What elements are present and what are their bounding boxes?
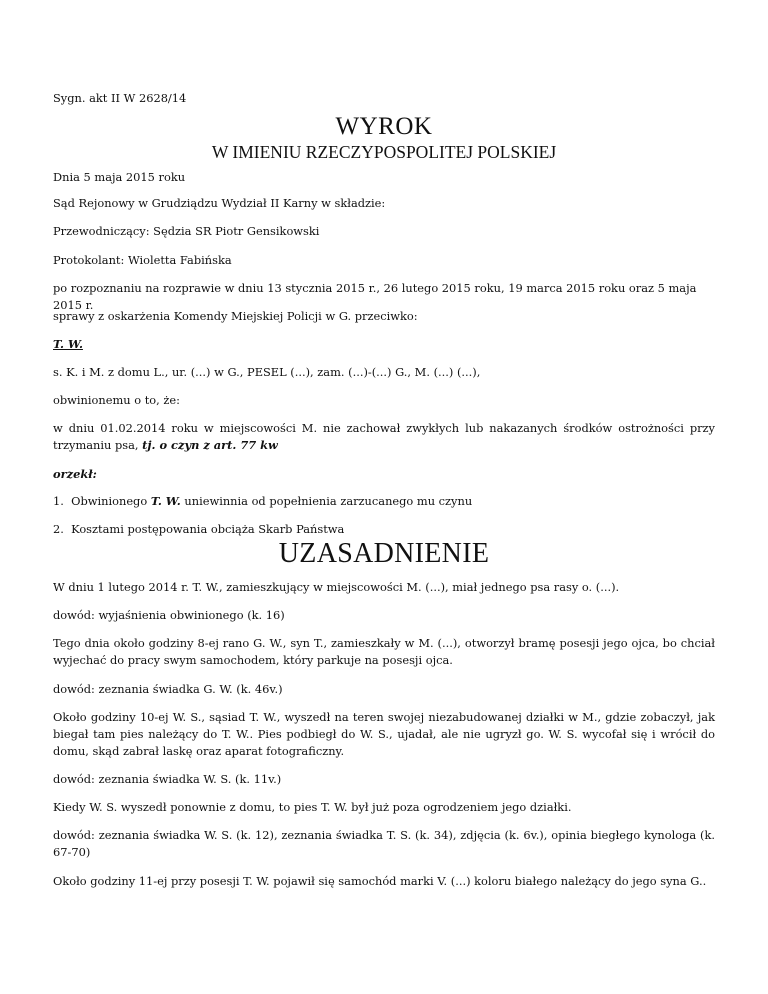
ruled-label: orzekł:: [53, 467, 97, 481]
evidence-note: dowód: zeznania świadka W. S. (k. 12), zeznania świadka T. S. (k. 34), zdjęcia (k. 6v.), opinia biegłego kynologa (k. 67-70): [53, 828, 715, 859]
court-clerk: Protokolant: Wioletta Fabińska: [53, 253, 232, 267]
justification-paragraph: Tego dnia około godziny 8-ej rano G. W., syn T., zamieszkały w M. (...), otworzył bramę posesji jego ojca, bo chciał wyjechać do pracy swym samochodem, który parkuje na posesji ojca.: [53, 636, 715, 667]
case-number: Sygn. akt II W 2628/14: [53, 91, 187, 105]
defendant-details: s. K. i M. z domu L., ur. (...) w G., PESEL (...), zam. (...)-(...) G., M. (...) (...),: [53, 365, 481, 379]
ruling-defendant-name: T. W.: [150, 494, 181, 508]
case-intro: sprawy z oskarżenia Komendy Miejskiej Policji w G. przeciwko:: [53, 309, 418, 323]
ruling-number: 2.: [53, 522, 64, 536]
justification-title: UZASADNIENIE: [278, 538, 490, 569]
evidence-note: dowód: zeznania świadka G. W. (k. 46v.): [53, 682, 283, 696]
ruling-number: 1.: [53, 494, 64, 508]
justification-paragraph: Około godziny 11-ej przy posesji T. W. pojawił się samochód marki V. (...) koloru białego należący do jego syna G..: [53, 874, 707, 888]
justification-paragraph: Około godziny 10-ej W. S., sąsiad T. W., wyszedł na teren swojej niezabudowanej działki w M., gdzie zobaczył, jak biegał tam pies należący do T. W.. Pies podbiegł do W. S., ujadał, ale nie ugryzł go. W. S. wycofał się i wrócił do domu, skąd zabrał laskę oraz aparat fotograficzny.: [53, 710, 715, 758]
court-composition: Sąd Rejonowy w Grudziądzu Wydział II Karny w składzie:: [53, 196, 386, 210]
charge: [53, 420, 715, 454]
verdict-title: WYROK: [335, 113, 433, 140]
ruling-item-2: [53, 521, 715, 538]
defendant-name: T. W.: [53, 337, 83, 351]
hearing-dates: po rozpoznaniu na rozprawie w dniu 13 stycznia 2015 r., 26 lutego 2015 roku, 19 marca 2015 roku oraz 5 maja 2015 r.: [53, 281, 697, 312]
justification-paragraph: W dniu 1 lutego 2014 r. T. W., zamieszkujący w miejscowości M. (...), miał jednego psa rasy o. (...).: [53, 580, 620, 594]
ruling-text: uniewinnia od popełnienia zarzucanego mu czynu: [184, 494, 473, 508]
charge-text: w dniu 01.02.2014 roku w miejscowości M. nie zachował zwykłych lub nakazanych środków ostrożności przy trzymaniu psa,: [53, 421, 715, 452]
ruling-text: Kosztami postępowania obciąża Skarb Państwa: [71, 522, 345, 536]
evidence-note: dowód: zeznania świadka W. S. (k. 11v.): [53, 772, 282, 786]
charge-legal-basis: tj. o czyn z art. 77 kw: [142, 438, 278, 452]
presiding-judge: Przewodniczący: Sędzia SR Piotr Gensikowski: [53, 224, 320, 238]
accused-of: obwinionemu o to, że:: [53, 393, 180, 407]
evidence-note: dowód: wyjaśnienia obwinionego (k. 16): [53, 608, 285, 622]
verdict-date: Dnia 5 maja 2015 roku: [53, 170, 186, 184]
ruling-text: Obwinionego: [71, 494, 148, 508]
justification-paragraph: Kiedy W. S. wyszedł ponownie z domu, to pies T. W. był już poza ogrodzeniem jego działki.: [53, 800, 572, 814]
ruling-item-1: [53, 493, 715, 510]
verdict-subtitle: W IMIENIU RZECZYPOSPOLITEJ POLSKIEJ: [211, 142, 557, 162]
